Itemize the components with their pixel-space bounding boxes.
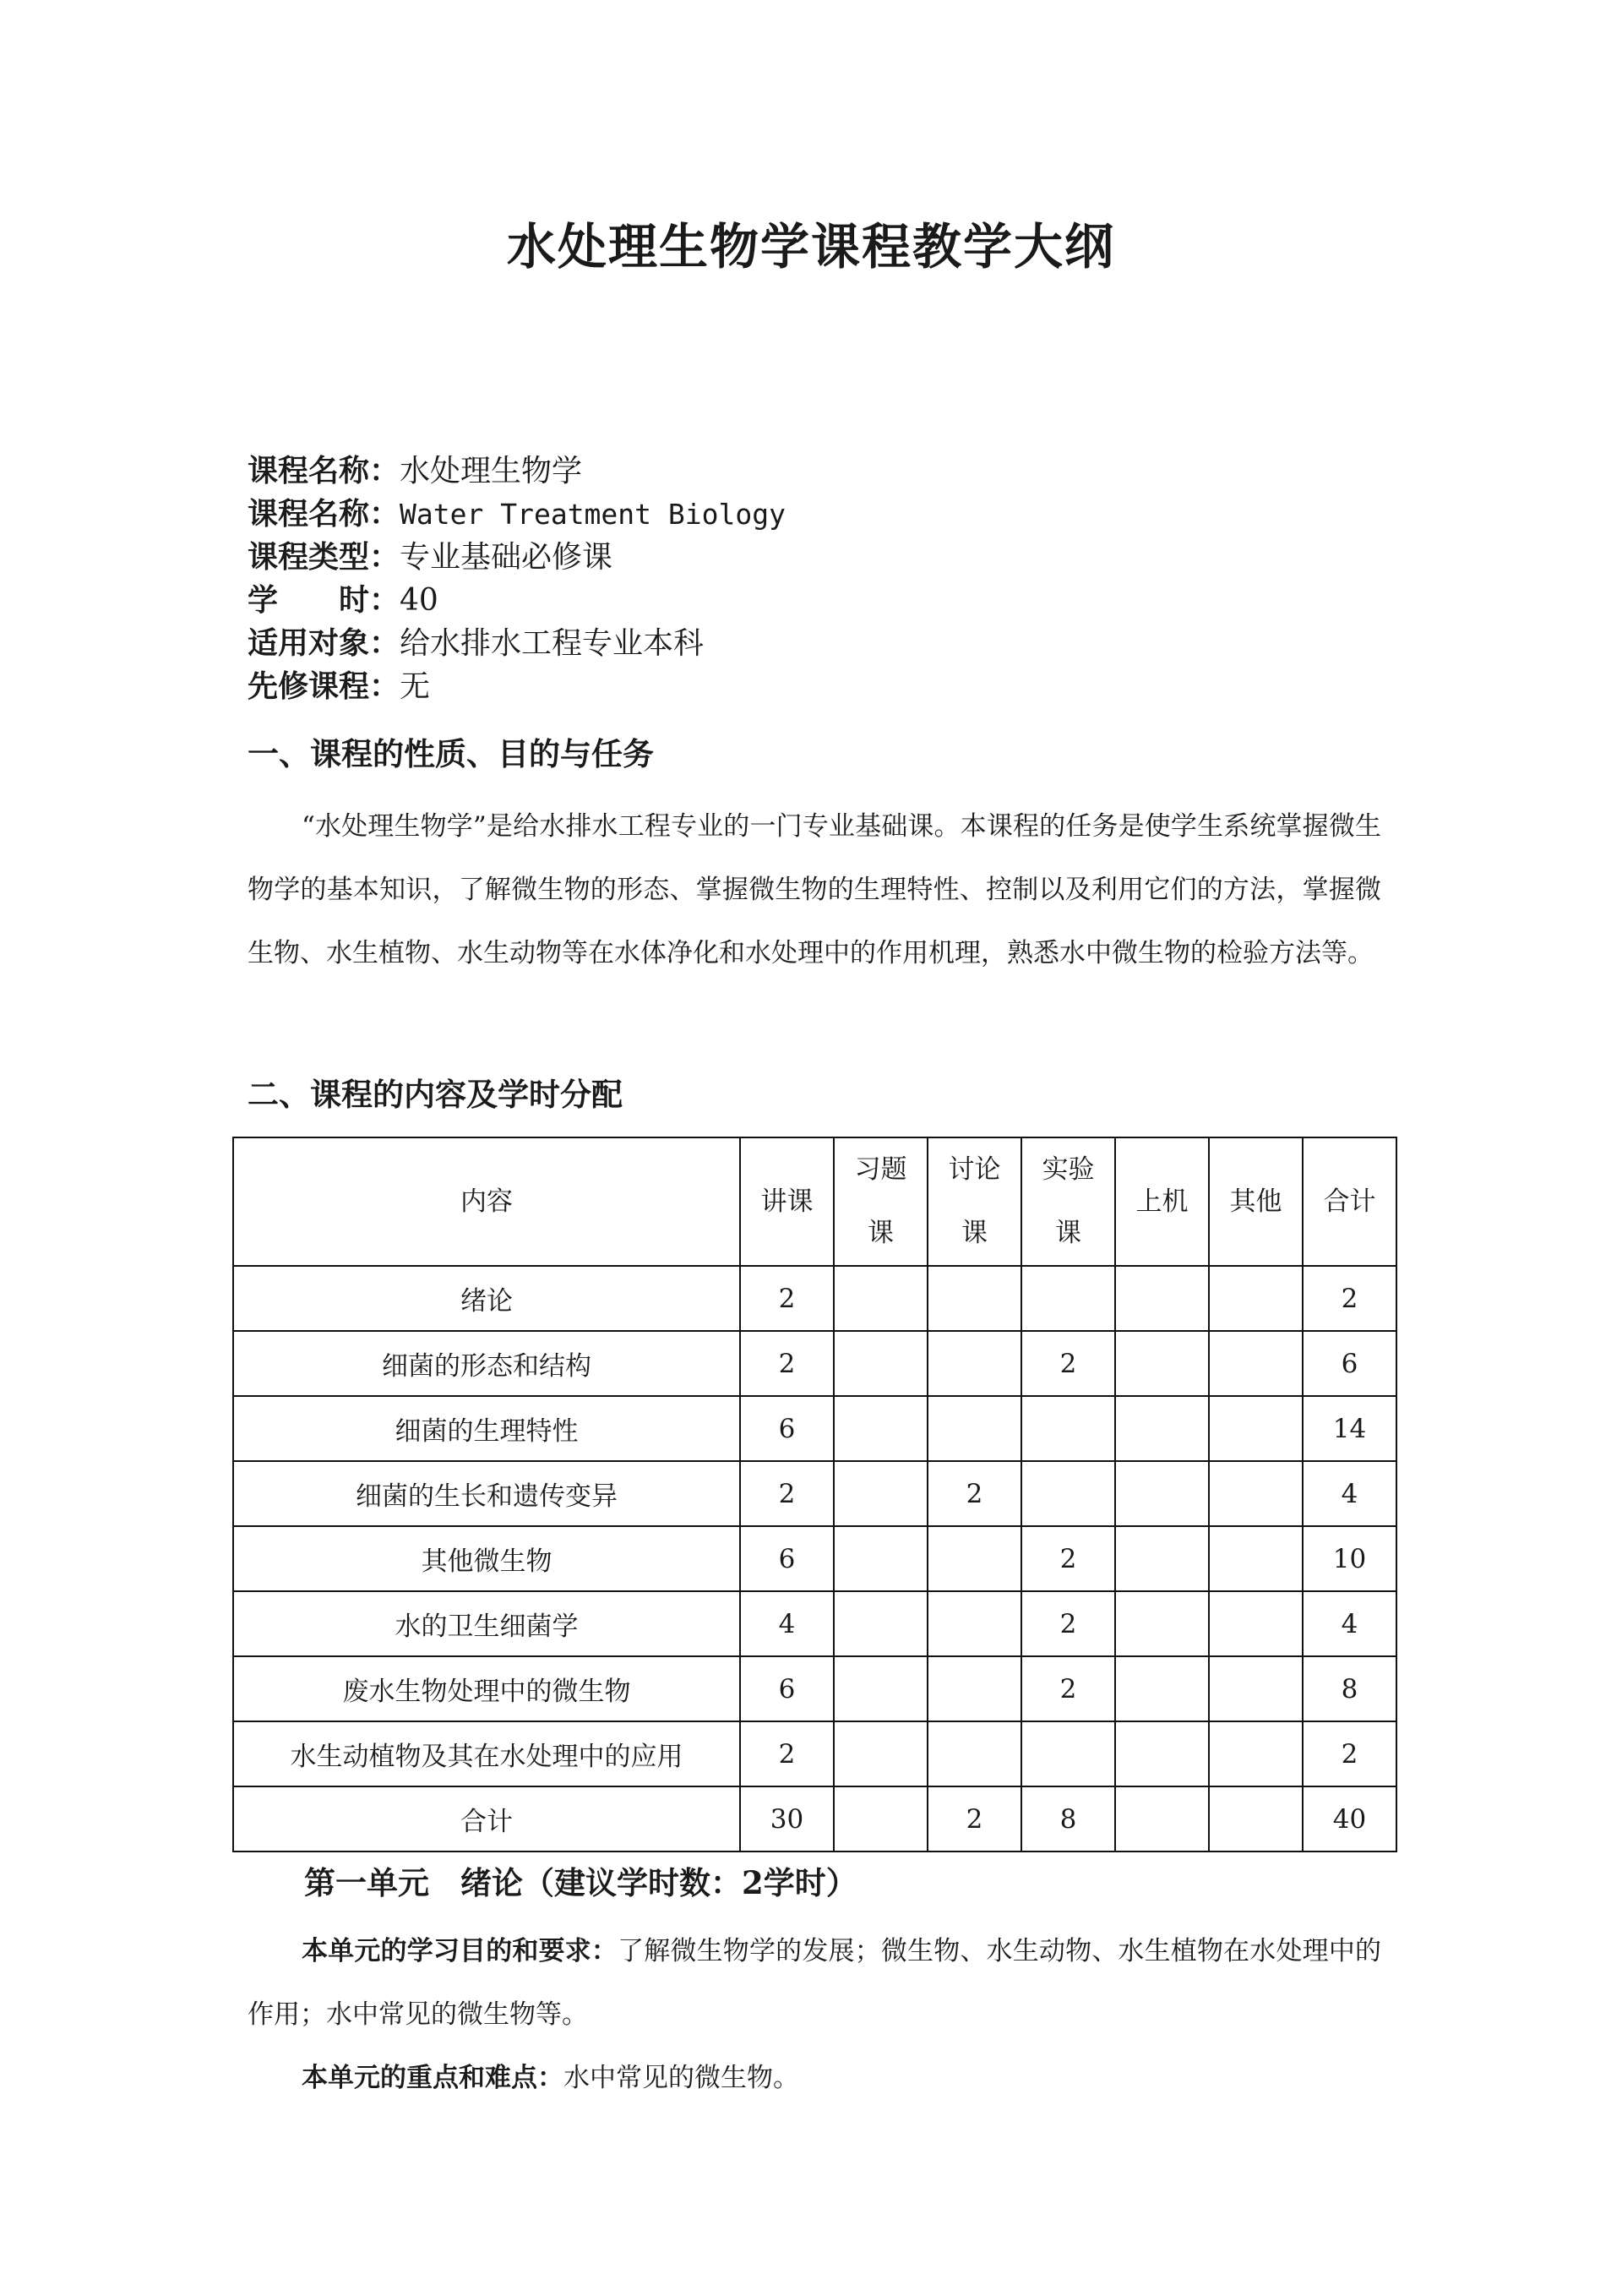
header-computer: 上机 [1115, 1137, 1209, 1266]
header-exercise [834, 1137, 928, 1266]
table-total-row [233, 1786, 1396, 1852]
cell-exercise [834, 1656, 928, 1721]
cell-other [1209, 1396, 1303, 1461]
cell-lecture: 6 [740, 1656, 834, 1721]
cell-lecture: 2 [740, 1461, 834, 1526]
cell-exercise [834, 1786, 928, 1852]
cell-total: 8 [1303, 1656, 1396, 1721]
cell-computer [1115, 1461, 1209, 1526]
info-label: 课程名称： [248, 496, 400, 532]
cell-discussion [928, 1331, 1021, 1396]
cell-other [1209, 1526, 1303, 1591]
cell-discussion [928, 1526, 1021, 1591]
header-exercise-line1: 习题 [854, 1154, 907, 1185]
cell-other [1209, 1591, 1303, 1656]
info-row-prerequisites [248, 665, 786, 708]
cell-other [1209, 1786, 1303, 1852]
cell-other [1209, 1461, 1303, 1526]
info-label: 课程名称： [248, 453, 400, 488]
cell-experiment [1021, 1721, 1115, 1786]
table-row [233, 1396, 1396, 1461]
cell-exercise [834, 1721, 928, 1786]
cell-total: 14 [1303, 1396, 1396, 1461]
header-discussion [928, 1137, 1021, 1266]
cell-computer [1115, 1656, 1209, 1721]
header-experiment-line1: 实验 [1042, 1154, 1095, 1185]
header-total: 合计 [1303, 1137, 1396, 1266]
header-discussion-line1: 讨论 [948, 1154, 1001, 1185]
table-row [233, 1526, 1396, 1591]
cell-content: 水的卫生细菌学 [233, 1591, 740, 1656]
cell-computer [1115, 1786, 1209, 1852]
table-row [233, 1591, 1396, 1656]
unit1-goals-label: 本单元的学习目的和要求： [302, 1936, 618, 1966]
info-value: 水处理生物学 [400, 454, 583, 488]
header-discussion-line2: 课 [961, 1218, 988, 1248]
info-label: 课程类型： [248, 539, 400, 575]
unit1-keypoints [248, 2047, 1381, 2110]
hours-table [232, 1137, 1397, 1852]
info-label: 学 时： [248, 582, 400, 618]
cell-discussion: 2 [928, 1786, 1021, 1852]
cell-exercise [834, 1526, 928, 1591]
cell-total: 4 [1303, 1461, 1396, 1526]
cell-other [1209, 1331, 1303, 1396]
cell-discussion [928, 1721, 1021, 1786]
info-row-course-name-en [248, 493, 786, 536]
cell-other [1209, 1721, 1303, 1786]
cell-lecture: 6 [740, 1396, 834, 1461]
unit1-keypoints-text: 水中常见的微生物。 [563, 2063, 799, 2093]
header-content: 内容 [233, 1137, 740, 1266]
cell-total: 6 [1303, 1331, 1396, 1396]
cell-total: 2 [1303, 1266, 1396, 1331]
section-heading-content: 二、课程的内容及学时分配 [248, 1076, 623, 1113]
cell-computer [1115, 1526, 1209, 1591]
cell-computer [1115, 1266, 1209, 1331]
info-row-course-type [248, 536, 786, 579]
cell-content: 废水生物处理中的微生物 [233, 1656, 740, 1721]
cell-discussion [928, 1591, 1021, 1656]
cell-lecture: 4 [740, 1591, 834, 1656]
header-experiment-line2: 课 [1055, 1218, 1081, 1248]
table-row [233, 1266, 1396, 1331]
info-row-audience [248, 622, 786, 665]
cell-computer [1115, 1396, 1209, 1461]
section-heading-nature: 一、课程的性质、目的与任务 [248, 735, 654, 772]
cell-discussion [928, 1656, 1021, 1721]
info-row-course-name [248, 450, 786, 493]
table-row [233, 1461, 1396, 1526]
cell-experiment [1021, 1266, 1115, 1331]
cell-exercise [834, 1396, 928, 1461]
cell-lecture: 30 [740, 1786, 834, 1852]
cell-content: 合计 [233, 1786, 740, 1852]
cell-experiment: 2 [1021, 1526, 1115, 1591]
cell-content: 水生动植物及其在水处理中的应用 [233, 1721, 740, 1786]
section-paragraph-nature: “水处理生物学”是给水排水工程专业的一门专业基础课。本课程的任务是使学生系统掌握微生物学的基本知识，了解微生物的形态、掌握微生物的生理特性、控制以及利用它们的方法，掌握微生物、水生植物、水生动物等在水体净化和水处理中的作用机理，熟悉水中微生物的检验方法等。 [248, 811, 1381, 968]
info-value: 无 [400, 669, 431, 704]
cell-experiment: 2 [1021, 1656, 1115, 1721]
unit1-keypoints-label: 本单元的重点和难点： [302, 2063, 563, 2093]
info-label: 适用对象： [248, 625, 400, 661]
page-title: 水处理生物学课程教学大纲 [506, 218, 1115, 275]
cell-other [1209, 1656, 1303, 1721]
cell-total: 40 [1303, 1786, 1396, 1852]
table-header-row [233, 1137, 1396, 1266]
unit1-heading: 第一单元 绪论（建议学时数：2学时） [304, 1864, 857, 1901]
cell-total: 10 [1303, 1526, 1396, 1591]
cell-computer [1115, 1331, 1209, 1396]
header-lecture: 讲课 [740, 1137, 834, 1266]
info-value: 给水排水工程专业本科 [400, 626, 705, 661]
cell-computer [1115, 1721, 1209, 1786]
cell-content: 绪论 [233, 1266, 740, 1331]
cell-lecture: 6 [740, 1526, 834, 1591]
cell-content: 其他微生物 [233, 1526, 740, 1591]
cell-experiment [1021, 1461, 1115, 1526]
cell-experiment: 8 [1021, 1786, 1115, 1852]
cell-experiment [1021, 1396, 1115, 1461]
cell-experiment: 2 [1021, 1331, 1115, 1396]
cell-lecture: 2 [740, 1721, 834, 1786]
unit1-goals [248, 1920, 1381, 2047]
cell-discussion [928, 1396, 1021, 1461]
cell-content: 细菌的生长和遗传变异 [233, 1461, 740, 1526]
info-value: 专业基础必修课 [400, 540, 613, 575]
cell-experiment: 2 [1021, 1591, 1115, 1656]
info-row-hours [248, 579, 786, 622]
cell-discussion: 2 [928, 1461, 1021, 1526]
cell-other [1209, 1266, 1303, 1331]
cell-content: 细菌的形态和结构 [233, 1331, 740, 1396]
table-row [233, 1656, 1396, 1721]
info-value: Water Treatment Biology [400, 498, 786, 531]
cell-exercise [834, 1331, 928, 1396]
header-experiment [1021, 1137, 1115, 1266]
cell-discussion [928, 1266, 1021, 1331]
cell-lecture: 2 [740, 1331, 834, 1396]
cell-computer [1115, 1591, 1209, 1656]
table-row [233, 1331, 1396, 1396]
cell-total: 2 [1303, 1721, 1396, 1786]
course-info [248, 450, 786, 708]
cell-exercise [834, 1266, 928, 1331]
header-exercise-line2: 课 [868, 1218, 894, 1248]
cell-total: 4 [1303, 1591, 1396, 1656]
info-label: 先修课程： [248, 668, 400, 704]
header-other: 其他 [1209, 1137, 1303, 1266]
unit1-goals-text: 了解微生物学的发展；微生物、水生动物、水生植物在水处理中的作用；水中常见的微生物等。 [248, 1936, 1382, 2030]
cell-content: 细菌的生理特性 [233, 1396, 740, 1461]
cell-exercise [834, 1461, 928, 1526]
table-row [233, 1721, 1396, 1786]
cell-lecture: 2 [740, 1266, 834, 1331]
info-value: 40 [400, 583, 438, 618]
cell-exercise [834, 1591, 928, 1656]
